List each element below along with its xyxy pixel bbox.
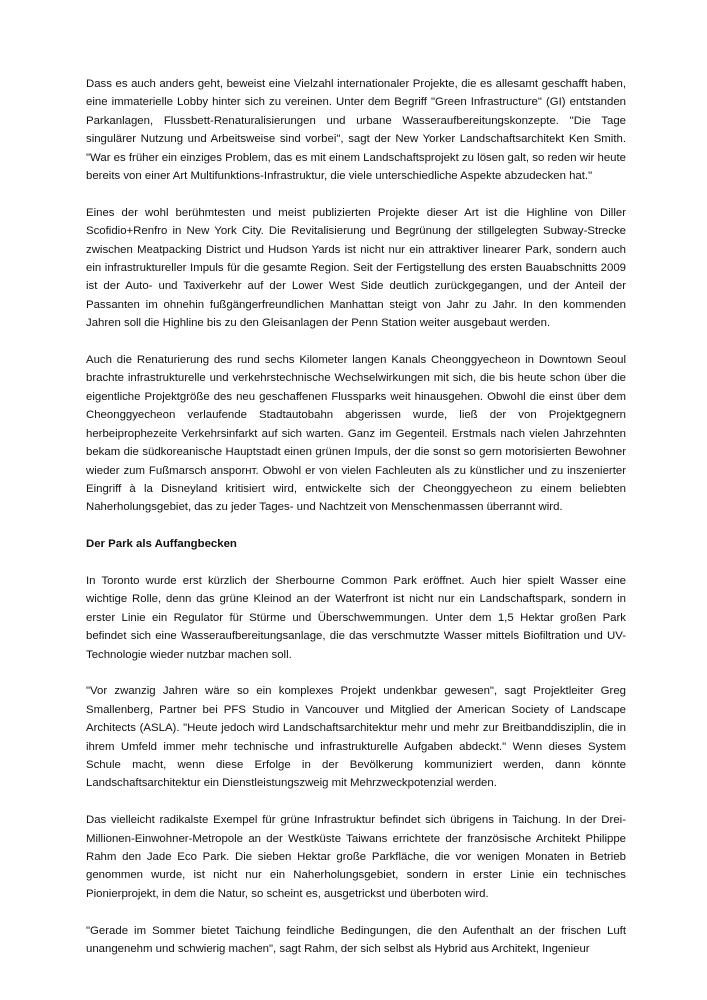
paragraph-sherbourne-common: In Toronto wurde erst kürzlich der Sherbourne Common Park eröffnet. Auch hier spielt Wasser eine wichtige Rolle, denn das grüne Kleinod an der Waterfront ist nicht nur ein Landschaftspark, sondern in erster Linie ein Regulator für Stürme und Überschwemmungen. Unter dem 1,5 Hektar großen Park befindet sich eine Wasseraufbereitungsanlage, die das verschmutzte Wasser mittels Biofiltration und UV-Technologie wieder nutzbar machen soll. [86, 574, 626, 661]
section-heading: Der Park als Auffangbecken [86, 538, 237, 551]
paragraph-smallenberg-quote: "Vor zwanzig Jahren wäre so ein komplexes Projekt undenkbar gewesen", sagt Projektleiter Greg Smallenberg, Partner bei PFS Studio in Vancouver und Mitglied der American Society of Landscape Architects (ASLA). "Heute jedoch wird Landschaftsarchitektur mehr und mehr zur Breitbanddisziplin, die in ihrem Umfeld immer mehr technische und infrastrukturelle Aufgaben abdeckt." Wenn dieses System Schule macht, wenn diese Erfolge in der Bevölkerung kommuniziert werden, dann könnte Landschaftsarchitektur ein Dienstleistungszweig mit Mehrzweckpotenzial werden. [86, 685, 626, 790]
paragraph-green-infrastructure: Dass es auch anders geht, beweist eine Vielzahl internationaler Projekte, die es allesamt geschafft haben, eine immaterielle Lobby hinter sich zu vereinen. Unter dem Begriff "Green Infrastructure" (GI) entstanden Parkanlagen, Flussbett-Renaturalisierungen und urbane Wasseraufbereitungskonzepte. "Die Tage singulärer Nutzung und Arbeitsweise sind vorbei", sagt der New Yorker Landschaftsarchitekt Ken Smith. "War es früher ein einziges Problem, das es mit einem Landschaftsprojekt zu lösen galt, so reden wir heute bereits von einer Art Multifunktions-Infrastruktur, die viele unterschiedliche Aspekte abzudecken hat." [86, 78, 626, 183]
paragraph-rahm-quote: "Gerade im Sommer bietet Taichung feindliche Bedingungen, die den Aufenthalt an der frischen Luft unangenehm und schwierig machen", sagt Rahm, der sich selbst als Hybrid aus Architekt, Ingenieur [86, 924, 626, 955]
article-body [86, 75, 626, 977]
paragraph-highline: Eines der wohl berühmtesten und meist publizierten Projekte dieser Art ist die Highline von Diller Scofidio+Renfro in New York City. Die Revitalisierung und Begrünung der stillgelegten Subway-Strecke zwischen Meatpacking District und Hudson Yards ist nicht nur ein attraktiver linearer Park, sondern auch ein infrastruktureller Impuls für die gesamte Region. Seit der Fertigstellung des ersten Bauabschnitts 2009 ist der Auto- und Taxiverkehr auf der Lower West Side deutlich zurückgegangen, und der Anteil der Passanten im ohnehin fußgängerfreundlichen Manhattan steigt von Jahr zu Jahr. In den kommenden Jahren soll die Highline bis zu den Gleisanlagen der Penn Station weiter ausgebaut werden. [86, 206, 626, 330]
paragraph-jade-eco-park: Das vielleicht radikalste Exempel für grüne Infrastruktur befindet sich übrigens in Taichung. In der Drei-Millionen-Einwohner-Metropole an der Westküste Taiwans errichtete der französische Architekt Philippe Rahm den Jade Eco Park. Die sieben Hektar große Parkfläche, die vor wenigen Monaten in Betrieb genommen wurde, ist nicht nur ein Naherholungsgebiet, sondern in erster Linie ein technisches Pionierprojekt, in dem die Natur, so scheint es, ausgetrickst und überboten wird. [86, 814, 626, 900]
paragraph-cheonggyecheon: Auch die Renaturierung des rund sechs Kilometer langen Kanals Cheonggyecheon in Downtown Seoul brachte infrastrukturelle und verkehrstechnische Wechselwirkungen mit sich, die bis heute schon über die eigentliche Projektgröße des neu geschaffenen Flussparks weit hinausgehen. Obwohl die einst über dem Cheonggyecheon verlaufende Stadtautobahn abgerissen wurde, ließ der von Projektgegnern herbeiprophezeite Verkehrsinfarkt auf sich warten. Ganz im Gegenteil. Erstmals nach vielen Jahrzehnten bekam die südkoreanische Hauptstadt einen grünen Impuls, der die sonst so gern motorisierten Bewohner wieder zum Fußmarsch ansporнт. Obwohl er von vielen Fachleuten als zu künstlicher und zu inszenierter Eingriff à la Disneyland kritisiert wird, entwickelte sich der Cheonggyecheon zu einem beliebten Naherholungsgebiet, das zu jeder Tages- und Nachtzeit von Menschenmassen überrannt wird. [86, 354, 626, 514]
